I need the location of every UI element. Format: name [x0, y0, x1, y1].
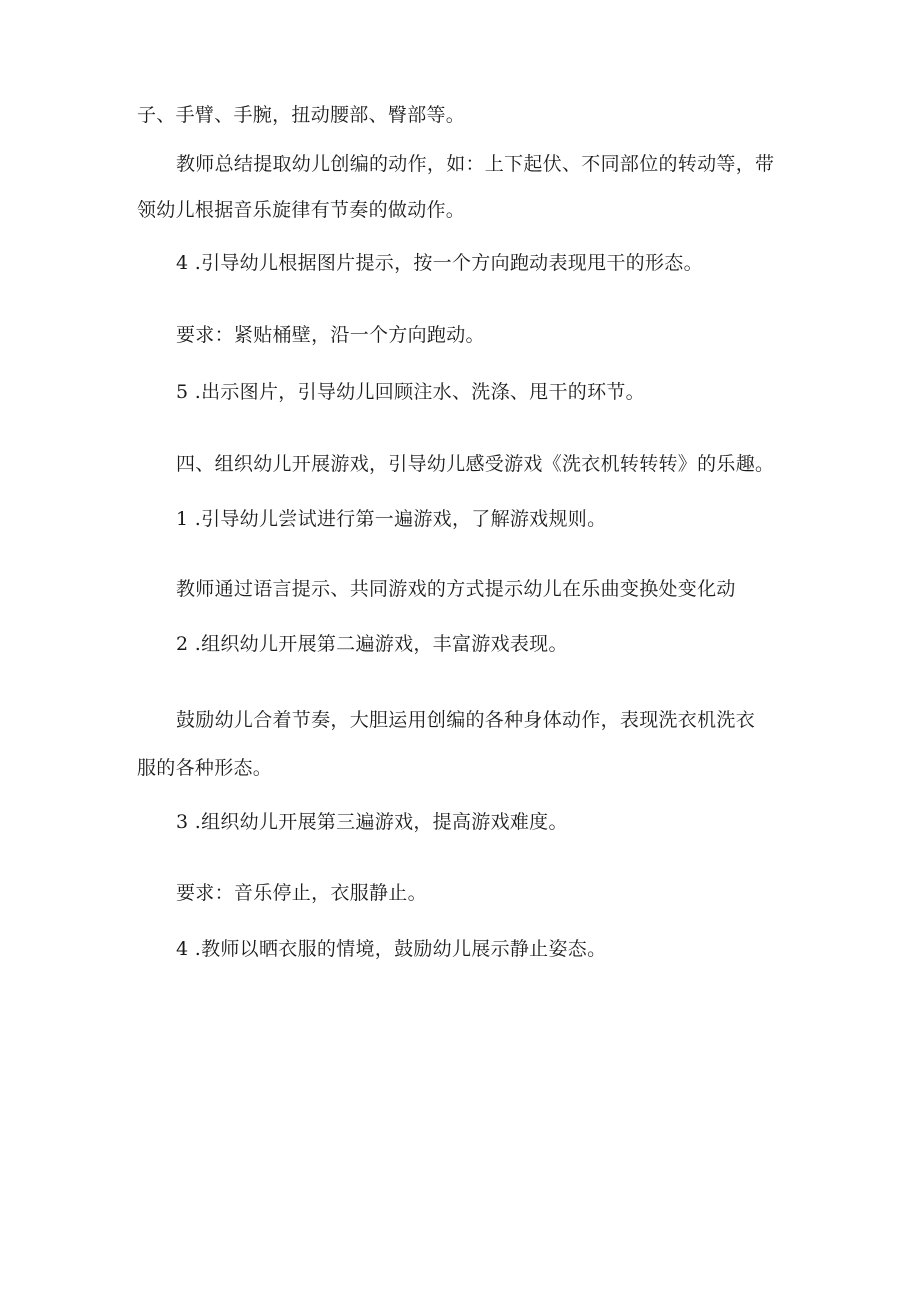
text-line-6: 5 .出示图片，引导幼儿回顾注水、洗涤、甩干的环节。: [176, 381, 645, 403]
text-line-15: 4 .教师以晒衣服的情境，鼓励幼儿展示静止姿态。: [176, 938, 607, 960]
text-line-11: 鼓励幼儿合着节奏，大胆运用创编的各种身体动作，表现洗衣机洗衣: [176, 709, 756, 731]
text-line-7: 四、组织幼儿开展游戏，引导幼儿感受游戏《洗衣机转转转》的乐趣。: [176, 453, 775, 475]
text-line-3: 领幼儿根据音乐旋律有节奏的做动作。: [137, 199, 466, 221]
text-line-1: 子、手臂、手腕，扭动腰部、臀部等。: [137, 104, 466, 126]
text-line-12: 服的各种形态。: [137, 757, 273, 779]
text-line-2: 教师总结提取幼儿创编的动作，如：上下起伏、不同部位的转动等，带: [176, 153, 775, 175]
text-line-9: 教师通过语言提示、共同游戏的方式提示幼儿在乐曲变换处变化动: [176, 578, 736, 600]
text-line-4: 4 .引导幼儿根据图片提示，按一个方向跑动表现甩干的形态。: [176, 252, 703, 274]
text-line-8: 1 .引导幼儿尝试进行第一遍游戏，了解游戏规则。: [176, 508, 607, 530]
text-line-13: 3 .组织幼儿开展第三遍游戏，提高游戏难度。: [176, 811, 568, 833]
text-line-10: 2 .组织幼儿开展第二遍游戏，丰富游戏表现。: [176, 633, 568, 655]
text-line-14: 要求：音乐停止，衣服静止。: [176, 882, 427, 904]
text-line-5: 要求：紧贴桶壁，沿一个方向跑动。: [176, 324, 485, 346]
